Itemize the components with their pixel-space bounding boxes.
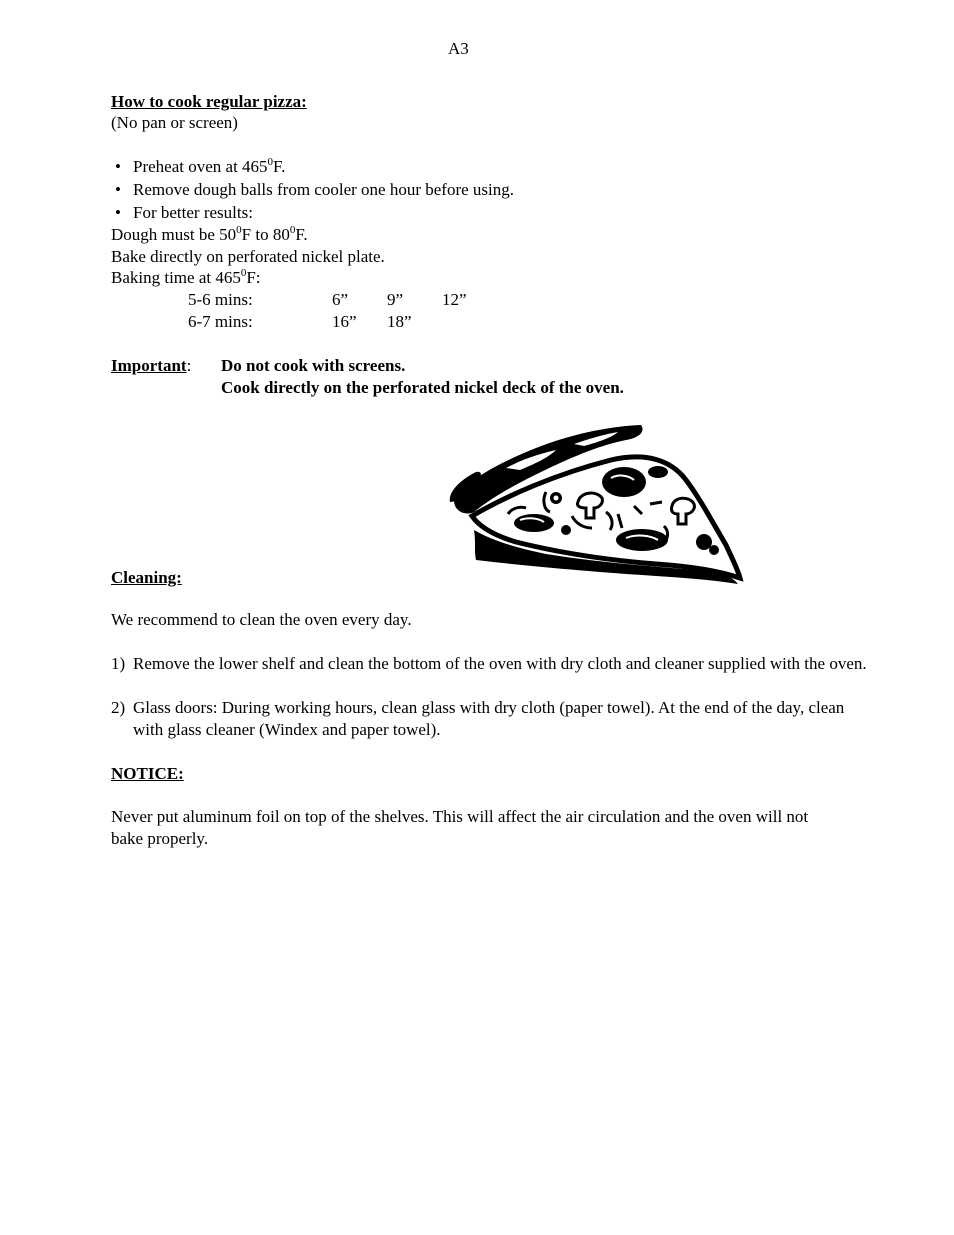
cleaning-intro: We recommend to clean the oven every day. [111,610,412,629]
list-number: 1) [111,654,126,673]
bake-plate-instruction: Bake directly on perforated nickel plate. [111,247,385,266]
important-label: Important: [111,356,192,375]
important-line-2: Cook directly on the perforated nickel deck of the oven. [221,378,624,397]
notice-heading: NOTICE: [111,764,184,783]
bullet-icon: • [115,203,121,222]
important-line-1: Do not cook with screens. [221,356,406,375]
pizza-size: 18” [387,312,412,331]
regular-pizza-heading: How to cook regular pizza: [111,92,307,111]
bullet-icon: • [115,157,121,176]
list-text: Remove the lower shelf and clean the bottom of the oven with dry cloth and cleaner supplied with the oven. [133,654,867,673]
regular-pizza-subheading: (No pan or screen) [111,113,238,132]
pizza-size: 9” [387,290,404,309]
bullet-text: Remove dough balls from cooler one hour before using. [133,180,514,199]
time-label: 6-7 mins: [188,312,253,331]
bullet-icon: • [115,180,121,199]
bullet-text: Preheat oven at $465^0F$. [133,156,286,176]
pizza-size: 6” [332,290,349,309]
notice-text: Never put aluminum foil on top of the shelves. This will affect the air circulation and the oven will not bake properly. [111,807,809,848]
dough-temperature: Dough must be $50^0F$ to $80^0F$. [111,224,308,244]
baking-time-label: Baking time at $465^0F$: [111,267,261,287]
cleaning-heading: Cleaning: [111,568,182,587]
pizza-slice-icon [446,420,744,588]
time-label: 5-6 mins: [188,290,253,309]
list-number: 2) [111,698,126,717]
pizza-size: 12” [442,290,467,309]
list-text: Glass doors: During working hours, clean glass with dry cloth (paper towel). At the end of the day, clean with glass cleaner (Windex and paper towel). [133,698,845,739]
page-number: A3 [448,39,469,58]
bullet-text: For better results: [133,203,253,222]
pizza-size: 16” [332,312,357,331]
